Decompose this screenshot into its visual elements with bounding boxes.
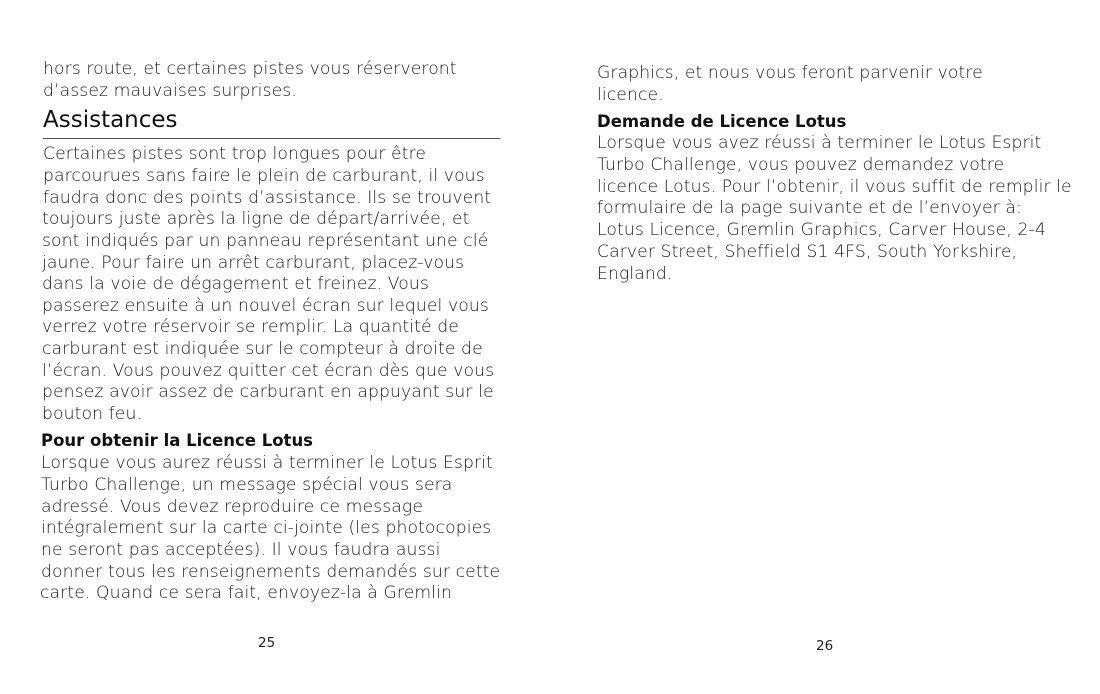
assistance-line: toujours juste après la ligne de départ/arrivée, et xyxy=(42,209,470,229)
assistance-line: l’écran. Vous pouvez quitter cet écran dès que vous xyxy=(42,361,495,381)
assistance-line: dans la voie de dégagement et freinez. Vous xyxy=(42,274,429,294)
request-line: Carver Street, Sheffield S1 4FS, South Yorkshire, xyxy=(597,242,1018,262)
licence-line: donner tous les renseignements demandés sur cette xyxy=(41,562,501,582)
request-line: England. xyxy=(597,264,673,284)
assistance-line: carburant est indiquée sur le compteur à droite de xyxy=(42,339,483,359)
licence-line: Lorsque vous aurez réussi à terminer le Lotus Esprit xyxy=(41,453,493,473)
assistance-line: parcourues sans faire le plein de carburant, il vous xyxy=(43,166,485,186)
assistance-line: Certaines pistes sont trop longues pour être xyxy=(43,144,427,164)
request-line: Lotus Licence, Gremlin Graphics, Carver House, 2-4 xyxy=(597,220,1046,240)
intro-line: d’assez mauvaises surprises. xyxy=(43,81,297,101)
intro-line: Graphics, et nous vous feront parvenir votre xyxy=(597,63,983,83)
assistance-line: pensez avoir assez de carburant en appuyant sur le xyxy=(42,382,494,402)
assistance-line: passerez ensuite à un nouvel écran sur lequel vous xyxy=(42,296,489,316)
intro-line: hors route, et certaines pistes vous réserveront xyxy=(43,59,457,79)
request-line: Turbo Challenge, vous pouvez demandez votre xyxy=(597,155,1005,175)
subheading-obtenir-licence: Pour obtenir la Licence Lotus xyxy=(41,431,314,450)
subheading-demande-licence: Demande de Licence Lotus xyxy=(597,112,847,131)
request-line: Lorsque vous avez réussi à terminer le Lotus Esprit xyxy=(597,133,1042,153)
licence-line: ne seront pas acceptées). Il vous faudra aussi xyxy=(41,540,441,560)
request-line: formulaire de la page suivante et de l’envoyer à: xyxy=(597,198,1022,218)
licence-line: carte. Quand ce sera fait, envoyez-la à Gremlin xyxy=(40,583,452,603)
right-page xyxy=(550,0,1100,694)
assistance-line: sont indiqués par un panneau représentant une clé xyxy=(42,231,489,251)
section-heading-assistances: Assistances xyxy=(43,107,178,133)
licence-line: adressé. Vous devez reproduire ce message xyxy=(41,497,423,517)
licence-line: Turbo Challenge, un message spécial vous sera xyxy=(41,475,453,495)
assistance-line: jaune. Pour faire un arrêt carburant, placez-vous xyxy=(42,253,465,273)
licence-line: intégralement sur la carte ci-jointe (les photocopies xyxy=(41,518,492,538)
assistance-line: bouton feu. xyxy=(42,404,143,424)
intro-line: licence. xyxy=(597,85,664,105)
page-number: 26 xyxy=(816,638,834,654)
page-number: 25 xyxy=(258,635,276,651)
assistance-line: verrez votre réservoir se remplir. La quantité de xyxy=(42,317,459,337)
assistance-line: faudra donc des points d’assistance. Ils se trouvent xyxy=(43,188,492,208)
heading-rule xyxy=(43,138,500,139)
request-line: licence Lotus. Pour l’obtenir, il vous suffit de remplir le xyxy=(597,177,1072,197)
